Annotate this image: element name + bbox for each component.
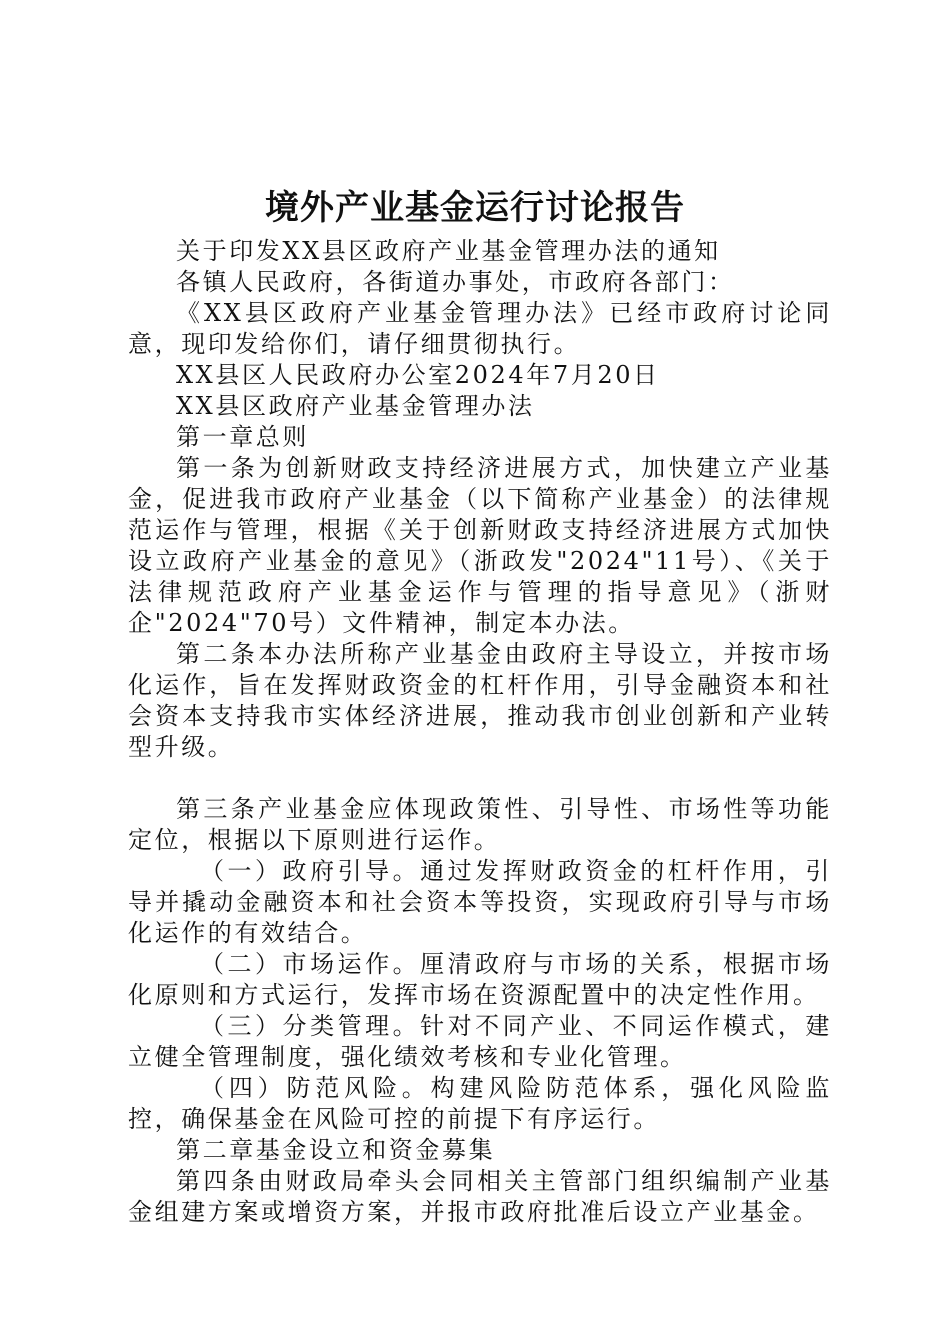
principle-3: （三）分类管理。针对不同产业、不同运作模式，建立健全管理制度，强化绩效考核和专业化管理。 xyxy=(128,1012,832,1071)
notice-text: 《XX县区政府产业基金管理办法》已经市政府讨论同意，现印发给你们，请仔细贯彻执行。 xyxy=(128,299,832,358)
notice-heading: 关于印发XX县区政府产业基金管理办法的通知 xyxy=(176,237,721,265)
chapter-1-heading: 第一章总则 xyxy=(176,423,309,451)
principle-4: （四）防范风险。构建风险防范体系，强化风险监控，确保基金在风险可控的前提下有序运行。 xyxy=(128,1074,832,1133)
issuer-date-line: XX县区人民政府办公室2024年7月20日 xyxy=(176,361,660,389)
principle-2: （二）市场运作。厘清政府与市场的关系，根据市场化原则和方式运行，发挥市场在资源配置中的决定性作用。 xyxy=(128,950,832,1009)
article-3: 第三条产业基金应体现政策性、引导性、市场性等功能定位，根据以下原则进行运作。 xyxy=(128,795,832,854)
document-body xyxy=(128,236,832,1228)
article-1: 第一条为创新财政支持经济进展方式，加快建立产业基金，促进我市政府产业基金（以下简称产业基金）的法律规范运作与管理，根据《关于创新财政支持经济进展方式加快设立政府产业基金的意见》（浙政发"2024"11号）、《关于法律规范政府产业基金运作与管理的指导意见》（浙财企"2024"70号）文件精神，制定本办法。 xyxy=(128,454,832,637)
addressee-line: 各镇人民政府，各街道办事处，市政府各部门： xyxy=(176,268,735,296)
article-2: 第二条本办法所称产业基金由政府主导设立，并按市场化运作，旨在发挥财政资金的杠杆作用，引导金融资本和社会资本支持我市实体经济进展，推动我市创业创新和产业转型升级。 xyxy=(128,640,832,761)
article-4: 第四条由财政局牵头会同相关主管部门组织编制产业基金组建方案或增资方案，并报市政府批准后设立产业基金。 xyxy=(128,1167,832,1226)
document-title: 境外产业基金运行讨论报告 xyxy=(265,188,685,228)
principle-1: （一）政府引导。通过发挥财政资金的杠杆作用，引导并撬动金融资本和社会资本等投资，实现政府引导与市场化运作的有效结合。 xyxy=(128,857,832,947)
regulation-title: XX县区政府产业基金管理办法 xyxy=(176,392,535,420)
chapter-2-heading: 第二章基金设立和资金募集 xyxy=(176,1136,496,1164)
